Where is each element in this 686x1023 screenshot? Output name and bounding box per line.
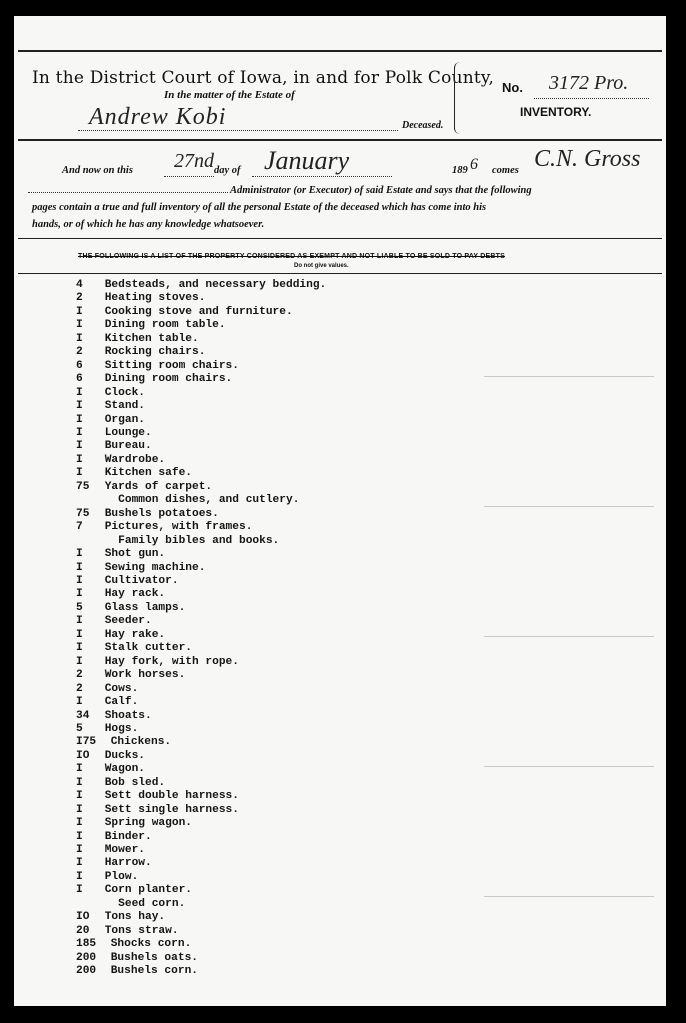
- inventory-item: [76, 427, 326, 440]
- ruled-line: [484, 376, 654, 377]
- item-quantity: 2: [76, 346, 83, 359]
- inventory-item: [76, 306, 326, 319]
- inventory-item: [76, 521, 326, 534]
- item-description: Stand.: [98, 400, 145, 413]
- inventory-item: [76, 777, 326, 790]
- case-number-label: No.: [502, 80, 523, 95]
- inventory-item: [76, 440, 326, 453]
- inventory-document: [14, 16, 666, 1006]
- item-description: Work horses.: [98, 669, 186, 682]
- item-quantity: 7: [76, 521, 83, 534]
- exempt-heading: THE FOLLOWING IS A LIST OF THE PROPERTY CONSIDERED AS EXEMPT AND NOT LIABLE TO BE SOLD TO PAY DEBTS: [78, 253, 505, 260]
- inventory-item: [76, 575, 326, 588]
- item-quantity: I: [76, 857, 83, 870]
- item-description: Wardrobe.: [98, 453, 166, 466]
- inventory-item: [76, 373, 326, 386]
- item-description: Bushels potatoes.: [98, 507, 219, 520]
- item-description: Spring wagon.: [98, 817, 192, 830]
- exempt-divider: [18, 273, 662, 274]
- inventory-item: [76, 279, 326, 292]
- item-description: Chickens.: [104, 736, 172, 749]
- item-description: Plow.: [98, 870, 139, 883]
- day-value: 27nd: [174, 150, 214, 172]
- item-quantity: I: [76, 400, 83, 413]
- inventory-item: [76, 481, 326, 494]
- item-quantity: 4: [76, 279, 83, 291]
- item-description: Seeder.: [98, 615, 152, 628]
- item-description: Hay rack.: [98, 588, 166, 601]
- inventory-item: [76, 562, 326, 575]
- item-quantity: I: [76, 588, 83, 601]
- statement-divider: [18, 238, 662, 239]
- ruled-line: [484, 766, 654, 767]
- item-description: Cultivator.: [98, 574, 179, 587]
- item-description: Calf.: [98, 696, 139, 709]
- inventory-item: [76, 414, 326, 427]
- item-quantity: I: [76, 655, 83, 668]
- item-quantity: 75: [76, 480, 90, 493]
- ruled-line: [484, 636, 654, 637]
- item-quantity: I: [76, 548, 83, 561]
- item-quantity: 2: [76, 682, 83, 695]
- inventory-item: [76, 723, 326, 736]
- header-divider: [18, 139, 662, 141]
- item-quantity: I: [76, 884, 83, 897]
- item-quantity: 185: [76, 938, 97, 951]
- inventory-item: [76, 400, 326, 413]
- item-description: Dining room chairs.: [98, 373, 233, 386]
- item-description: Seed corn.: [98, 897, 186, 910]
- and-now-on-this: And now on this: [62, 165, 133, 176]
- item-description: Hay rake.: [98, 628, 166, 641]
- item-quantity: I: [76, 386, 83, 399]
- item-quantity: [76, 898, 98, 911]
- inventory-item: [76, 629, 326, 642]
- item-quantity: I: [76, 696, 83, 709]
- item-quantity: [76, 494, 98, 507]
- item-quantity: 5: [76, 722, 83, 735]
- item-description: Tons straw.: [98, 924, 179, 937]
- item-quantity: I: [76, 574, 83, 587]
- ruled-line: [484, 896, 654, 897]
- item-quantity: I: [76, 870, 83, 883]
- inventory-item: [76, 656, 326, 669]
- item-description: Tons hay.: [98, 911, 166, 924]
- item-description: Clock.: [98, 386, 145, 399]
- top-border: [18, 50, 662, 52]
- inventory-item: [76, 925, 326, 938]
- inventory-item: [76, 669, 326, 682]
- item-description: Lounge.: [98, 426, 152, 439]
- case-number-value: 3172 Pro.: [549, 72, 629, 94]
- item-quantity: I: [76, 776, 83, 789]
- item-quantity: I: [76, 561, 83, 574]
- inventory-item: [76, 346, 326, 359]
- item-quantity: 75: [76, 507, 90, 520]
- item-description: Yards of carpet.: [98, 480, 213, 493]
- decedent-dotted-line: [78, 130, 398, 131]
- item-quantity: I: [76, 467, 83, 480]
- inventory-item: [76, 602, 326, 615]
- document-type: INVENTORY.: [520, 105, 592, 119]
- item-description: Cows.: [98, 682, 139, 695]
- item-quantity: I: [76, 817, 83, 830]
- item-description: Binder.: [98, 830, 152, 843]
- item-quantity: IO: [76, 911, 90, 924]
- item-quantity: I: [76, 642, 83, 655]
- ruled-line: [484, 506, 654, 507]
- inventory-item: [76, 615, 326, 628]
- inventory-item: [76, 548, 326, 561]
- inventory-item: [76, 683, 326, 696]
- item-quantity: I: [76, 453, 83, 466]
- item-description: Hay fork, with rope.: [98, 655, 239, 668]
- month-value: January: [264, 146, 350, 175]
- inventory-item: [76, 911, 326, 924]
- item-description: Kitchen safe.: [98, 467, 192, 480]
- inventory-item: [76, 817, 326, 830]
- inventory-item: [76, 319, 326, 332]
- inventory-list: [76, 279, 326, 979]
- inventory-item: [76, 333, 326, 346]
- item-quantity: I: [76, 426, 83, 439]
- inventory-item: [76, 790, 326, 803]
- item-quantity: I: [76, 615, 83, 628]
- item-quantity: I: [76, 803, 83, 816]
- item-description: Shot gun.: [98, 548, 166, 561]
- inventory-item: [76, 844, 326, 857]
- item-description: Family bibles and books.: [98, 534, 280, 547]
- item-description: Hogs.: [98, 722, 139, 735]
- item-quantity: 2: [76, 292, 83, 305]
- item-description: Pictures, with frames.: [98, 521, 253, 534]
- item-quantity: I: [76, 319, 83, 332]
- day-of-label: day of: [214, 165, 241, 176]
- item-quantity: I75: [76, 736, 97, 749]
- item-quantity: 6: [76, 373, 83, 386]
- court-title: In the District Court of Iowa, in and for Polk County,: [32, 68, 495, 88]
- inventory-item: [76, 494, 326, 507]
- month-dotted-line: [252, 176, 392, 177]
- comes-label: comes: [492, 165, 519, 176]
- administrator-line: Administrator (or Executor) of said Estate and says that the following: [230, 185, 532, 196]
- item-description: Sett double harness.: [98, 790, 239, 803]
- item-description: Corn planter.: [98, 884, 192, 897]
- administrator-dotted-line: [28, 192, 228, 193]
- item-description: Bushels corn.: [104, 965, 198, 978]
- item-description: Wagon.: [98, 763, 145, 776]
- item-quantity: 20: [76, 924, 90, 937]
- item-quantity: IO: [76, 749, 90, 762]
- inventory-item: [76, 763, 326, 776]
- item-description: Bedsteads, and necessary bedding.: [98, 279, 327, 291]
- item-quantity: I: [76, 790, 83, 803]
- item-description: Sitting room chairs.: [98, 359, 239, 372]
- item-description: Stalk cutter.: [98, 642, 192, 655]
- item-quantity: I: [76, 844, 83, 857]
- inventory-item: [76, 467, 326, 480]
- item-description: Bureau.: [98, 440, 152, 453]
- item-quantity: 6: [76, 359, 83, 372]
- inventory-item: [76, 642, 326, 655]
- matter-line: In the matter of the Estate of: [164, 89, 295, 101]
- statement-line-3: hands, or of which he has any knowledge whatsoever.: [32, 219, 265, 230]
- header-bracket: [454, 62, 465, 134]
- statement-line-2: pages contain a true and full inventory of all the personal Estate of the deceased which has come into his: [32, 202, 487, 213]
- item-quantity: I: [76, 413, 83, 426]
- administrator-name: C.N. Gross: [534, 146, 641, 172]
- inventory-item: [76, 804, 326, 817]
- item-description: Ducks.: [98, 749, 145, 762]
- item-description: Dining room table.: [98, 319, 226, 332]
- item-description: Shocks corn.: [104, 938, 192, 951]
- inventory-item: [76, 508, 326, 521]
- year-prefix: 189: [452, 165, 468, 176]
- item-description: Harrow.: [98, 857, 152, 870]
- item-description: Glass lamps.: [98, 601, 186, 614]
- item-quantity: 2: [76, 669, 83, 682]
- item-quantity: 200: [76, 951, 97, 964]
- inventory-item: [76, 952, 326, 965]
- inventory-item: [76, 696, 326, 709]
- inventory-item: [76, 454, 326, 467]
- inventory-item: [76, 898, 326, 911]
- item-quantity: [76, 535, 98, 548]
- item-quantity: I: [76, 628, 83, 641]
- inventory-item: [76, 387, 326, 400]
- item-quantity: I: [76, 305, 83, 318]
- item-quantity: I: [76, 440, 83, 453]
- inventory-item: [76, 292, 326, 305]
- item-description: Cooking stove and furniture.: [98, 305, 293, 318]
- item-description: Bob sled.: [98, 776, 166, 789]
- inventory-item: [76, 360, 326, 373]
- inventory-item: [76, 871, 326, 884]
- item-quantity: 200: [76, 965, 97, 978]
- inventory-item: [76, 588, 326, 601]
- case-number-line: [534, 98, 649, 99]
- inventory-item: [76, 535, 326, 548]
- item-description: Organ.: [98, 413, 145, 426]
- item-quantity: I: [76, 763, 83, 776]
- item-description: Sett single harness.: [98, 803, 239, 816]
- inventory-item: [76, 965, 326, 978]
- item-quantity: 5: [76, 601, 83, 614]
- inventory-item: [76, 884, 326, 897]
- item-description: Heating stoves.: [98, 292, 206, 305]
- item-description: Shoats.: [98, 709, 152, 722]
- year-value: 6: [470, 156, 478, 173]
- item-description: Sewing machine.: [98, 561, 206, 574]
- deceased-label: Deceased.: [402, 120, 444, 131]
- item-quantity: I: [76, 830, 83, 843]
- item-description: Common dishes, and cutlery.: [98, 494, 300, 507]
- decedent-name: Andrew Kobi: [89, 104, 227, 130]
- item-quantity: 34: [76, 709, 90, 722]
- inventory-item: [76, 710, 326, 723]
- item-description: Kitchen table.: [98, 332, 199, 345]
- item-description: Bushels oats.: [104, 951, 198, 964]
- item-quantity: I: [76, 332, 83, 345]
- exempt-subheading: Do not give values.: [294, 263, 349, 269]
- inventory-item: [76, 831, 326, 844]
- inventory-item: [76, 736, 326, 749]
- inventory-item: [76, 750, 326, 763]
- item-description: Mower.: [98, 844, 145, 857]
- inventory-item: [76, 938, 326, 951]
- item-description: Rocking chairs.: [98, 346, 206, 359]
- inventory-item: [76, 857, 326, 870]
- day-dotted-line: [164, 176, 214, 177]
